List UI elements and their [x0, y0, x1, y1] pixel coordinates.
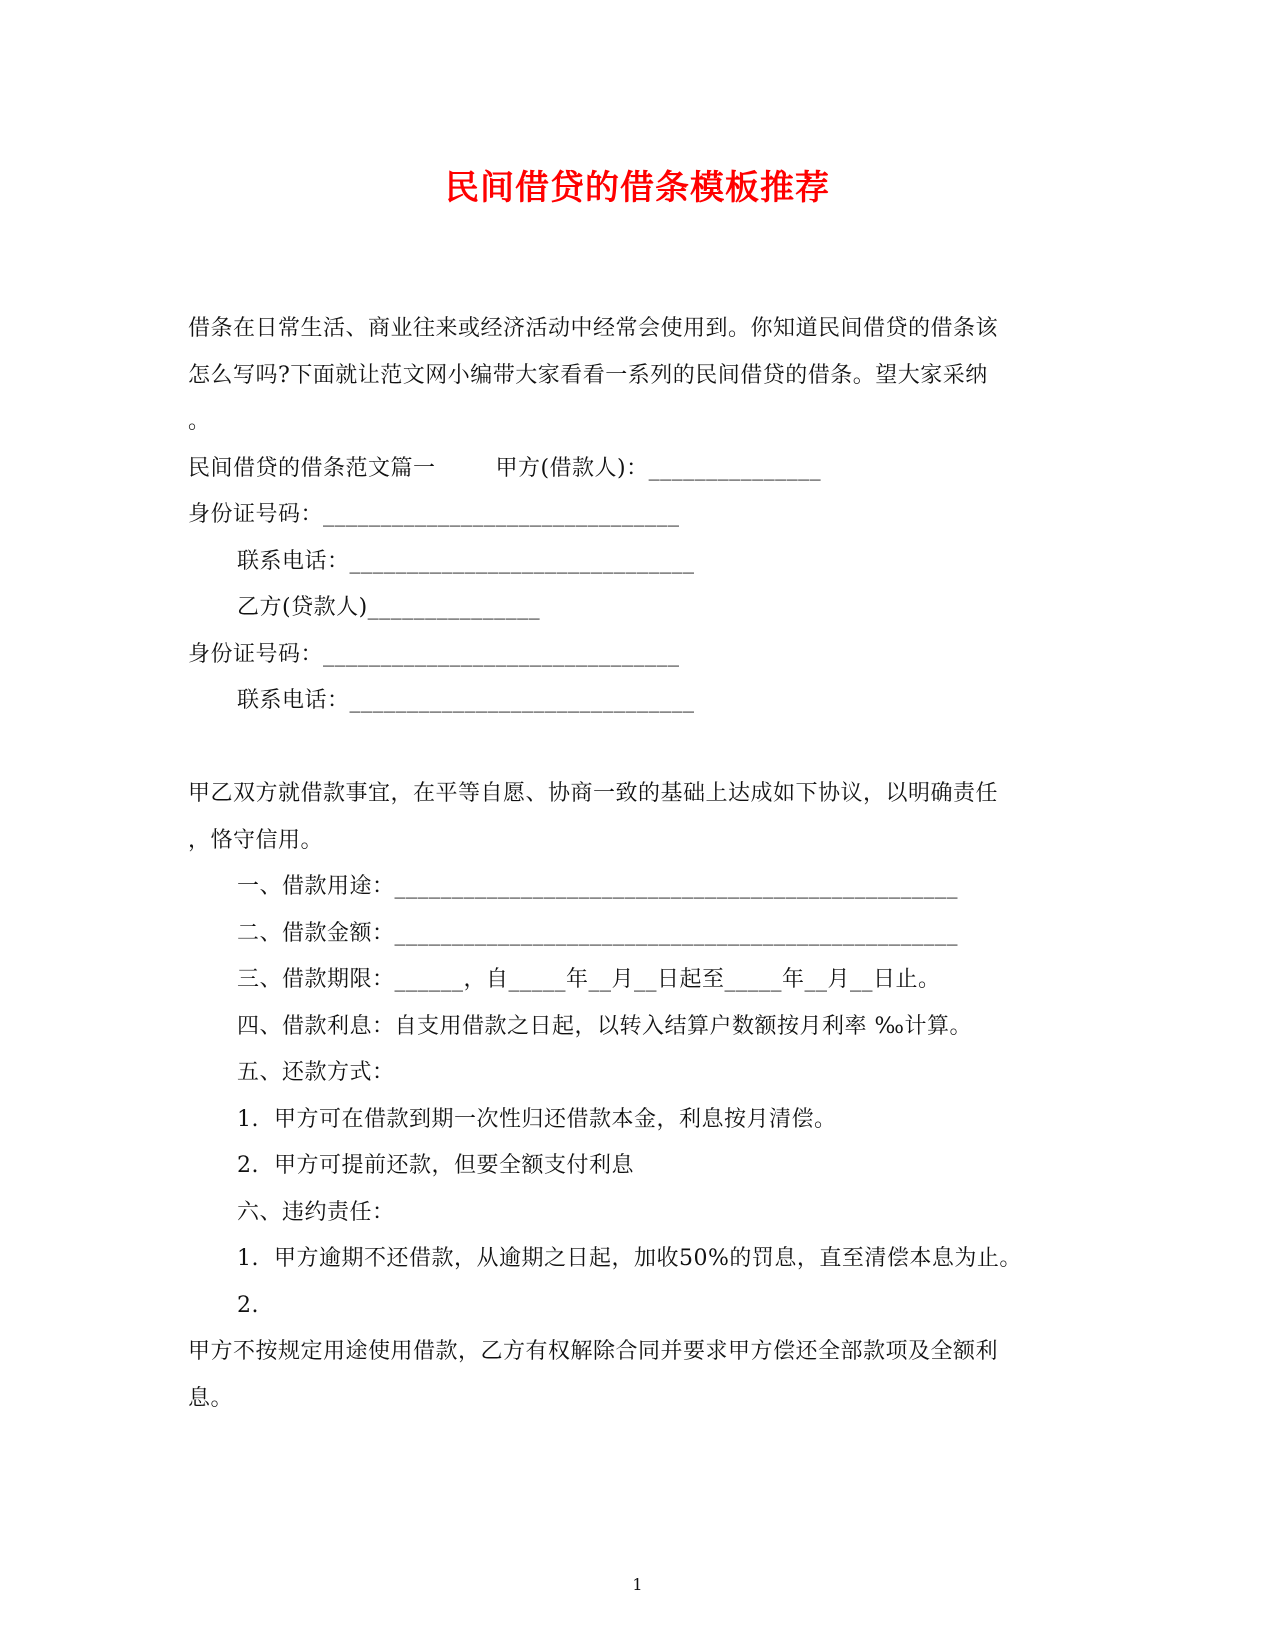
paragraph-line: 1. 甲方逾期不还借款，从逾期之日起，加收50%的罚息，直至清偿本息为止。 — [237, 1246, 1022, 1271]
paragraph-line: 联系电话：______________________________ — [237, 549, 695, 574]
paragraph-line: 借条在日常生活、商业往来或经济活动中经常会使用到。你知道民间借贷的借条该 — [188, 316, 999, 341]
paragraph-line: 怎么写吗?下面就让范文网小编带大家看看一系列的民间借贷的借条。望大家采纳 — [188, 363, 988, 388]
paragraph-line: 二、借款金额：_________________________________________________ — [237, 921, 959, 946]
document-title: 民间借贷的借条模板推荐 — [445, 168, 830, 208]
paragraph-line: 联系电话：______________________________ — [237, 688, 695, 713]
paragraph-line: 民间借贷的借条范文篇一 甲方(借款人)：_______________ — [188, 456, 822, 481]
paragraph-line: 1. 甲方可在借款到期一次性归还借款本金，利息按月清偿。 — [237, 1107, 837, 1132]
paragraph-line: 身份证号码：_______________________________ — [188, 502, 680, 527]
paragraph-line: 六、违约责任： — [237, 1200, 395, 1225]
paragraph-line: 乙方(贷款人)_______________ — [237, 595, 541, 620]
paragraph-line: 甲方不按规定用途使用借款，乙方有权解除合同并要求甲方偿还全部款项及全额利 — [188, 1339, 999, 1364]
paragraph-line: 四、借款利息：自支用借款之日起，以转入结算户数额按月利率 ‰计算。 — [237, 1014, 973, 1039]
page-number: 1 — [632, 1575, 643, 1594]
paragraph-line: 身份证号码：_______________________________ — [188, 642, 680, 667]
paragraph-line: 一、借款用途：_________________________________________________ — [237, 874, 959, 899]
paragraph-line: 2. — [237, 1293, 259, 1318]
paragraph-line: ，恪守信用。 — [188, 828, 324, 853]
paragraph-line: 五、还款方式： — [237, 1060, 395, 1085]
paragraph-line: 三、借款期限：______，自_____年__月__日起至_____年__月__日止。 — [237, 967, 941, 992]
paragraph-line: 2. 甲方可提前还款，但要全额支付利息 — [237, 1153, 634, 1178]
paragraph-line: 。 — [188, 409, 211, 434]
paragraph-line: 息。 — [188, 1386, 234, 1411]
paragraph-line: 甲乙双方就借款事宜，在平等自愿、协商一致的基础上达成如下协议，以明确责任 — [188, 781, 999, 806]
